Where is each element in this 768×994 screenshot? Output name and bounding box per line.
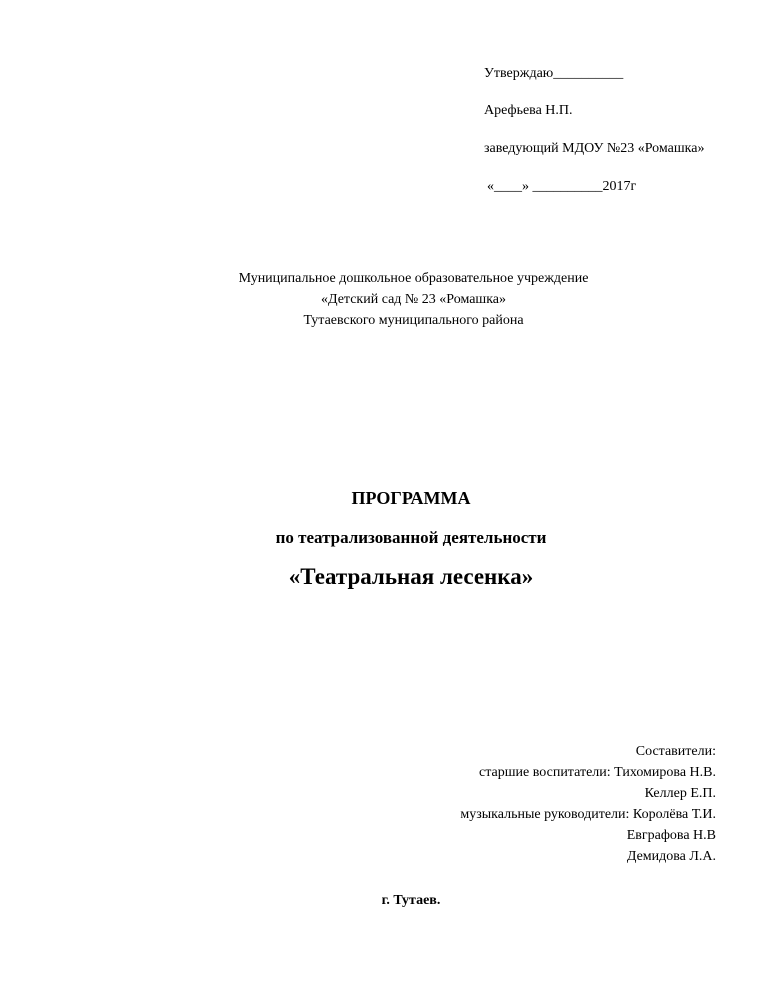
institution-block xyxy=(0,268,768,331)
authors-line-4: Евграфова Н.В xyxy=(626,828,716,843)
program-name: «Театральная лесенка» xyxy=(288,564,534,589)
authors-line-2: Келлер Е.П. xyxy=(644,786,716,801)
document-subheading: по театрализованной деятельности xyxy=(275,528,547,547)
authors-line-5: Демидова Л.А. xyxy=(626,849,716,864)
approver-position: заведующий МДОУ №23 «Ромашка» xyxy=(484,141,705,156)
document-heading: ПРОГРАММА xyxy=(351,488,471,508)
approval-date-line: «____» __________2017г xyxy=(487,179,637,194)
authors-line-1: старшие воспитатели: Тихомирова Н.В. xyxy=(479,765,716,780)
institution-line-3: Тутаевского муниципального района xyxy=(303,313,524,328)
approver-name: Арефьева Н.П. xyxy=(484,103,573,118)
approval-line: Утверждаю__________ xyxy=(484,66,624,81)
institution-line-2: «Детский сад № 23 «Ромашка» xyxy=(320,292,507,307)
institution-line-1: Муниципальное дошкольное образовательное учреждение xyxy=(238,271,589,286)
authors-block xyxy=(460,741,716,867)
authors-line-3: музыкальные руководители: Королёва Т.И. xyxy=(460,807,716,822)
city-label: г. Тутаев. xyxy=(381,893,441,908)
authors-label: Составители: xyxy=(635,744,716,759)
